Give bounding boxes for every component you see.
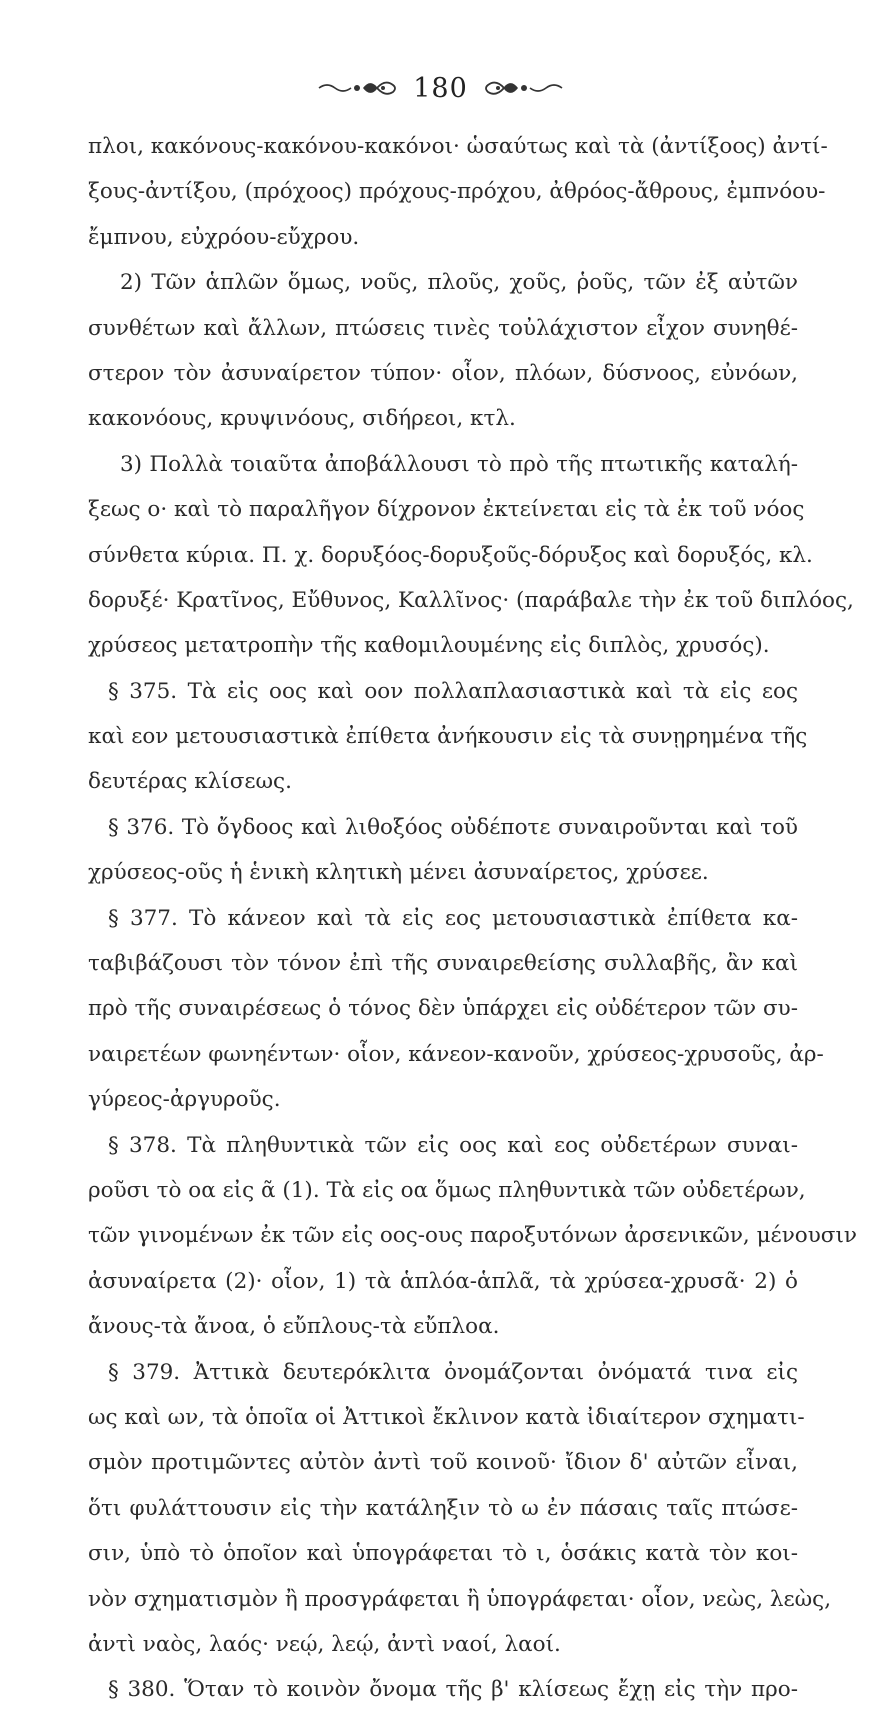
text-line: ἀσυναίρετα (2)· οἷον, 1) τὰ ἁπλόα-ἁπλᾶ, τὰ χρύσεα-χρυσᾶ· 2) ὁ [88, 1268, 798, 1294]
text-line: στερον τὸν ἀσυναίρετον τύπον· οἷον, πλόων, δύσνοος, εὐνόων, [88, 360, 798, 386]
text-line: σύνθετα κύρια. Π. χ. δορυξόος-δορυξοῦς-δόρυξος καὶ δορυξός, κλ. [88, 542, 813, 568]
text-line: τῶν γινομένων ἐκ τῶν εἰς οος-ους παροξυτόνων ἀρσενικῶν, μένουσιν [88, 1223, 857, 1249]
text-line: § 375. Τὰ εἰς οος καὶ οον πολλαπλασιαστικὰ καὶ τὰ εἰς εος [108, 678, 798, 704]
text-line: νὸν σχηματισμὸν ἢ προσγράφεται ἢ ὑπογράφεται· οἷον, νεὼς, λεὼς, [88, 1586, 832, 1612]
page-number: 180 [413, 72, 468, 104]
text-line: δευτέρας κλίσεως. [88, 769, 292, 795]
text-line: ἄνους-τὰ ἄνοα, ὁ εὔπλους-τὰ εὔπλοα. [88, 1314, 500, 1340]
text-line: κακονόους, κρυψινόους, σιδήρεοι, κτλ. [88, 406, 516, 432]
text-line: 3) Πολλὰ τοιαῦτα ἀποβάλλουσι τὸ πρὸ τῆς πτωτικῆς καταλή- [120, 451, 798, 477]
text-line: πρὸ τῆς συναιρέσεως ὁ τόνος δὲν ὑπάρχει εἰς οὐδέτερον τῶν συ- [88, 996, 798, 1022]
page-header [0, 68, 881, 108]
text-line: § 380. Ὅταν τὸ κοινὸν ὄνομα τῆς β' κλίσεως ἔχῃ εἰς τὴν προ- [108, 1677, 798, 1703]
left-ornament-icon [317, 75, 399, 101]
body-text [88, 124, 857, 1713]
text-line: § 378. Τὰ πληθυντικὰ τῶν εἰς οος καὶ εος οὐδετέρων συναι- [108, 1132, 798, 1158]
text-line: ἀντὶ ναὸς, λαός· νεῴ, λεῴ, ἀντὶ ναοί, λαοί. [88, 1631, 561, 1657]
text-line: γύρεος-ἀργυροῦς. [88, 1087, 281, 1113]
text-line: καὶ εον μετουσιαστικὰ ἐπίθετα ἀνήκουσιν εἰς τὰ συνῃρημένα τῆς [88, 724, 808, 750]
text-line: ναιρετέων φωνηέντων· οἷον, κάνεον-κανοῦν, χρύσεος-χρυσοῦς, ἀρ- [88, 1041, 824, 1067]
text-line: πλοι, κακόνους-κακόνου-κακόνοι· ὡσαύτως καὶ τὰ (ἀντίξοος) ἀντί- [88, 134, 828, 159]
text-line: ξεως ο· καὶ τὸ παραλῆγον δίχρονον ἐκτείνεται εἰς τὰ ἐκ τοῦ νόος [88, 497, 805, 523]
text-line: ἔμπνου, εὐχρόου-εὔχρου. [88, 224, 360, 250]
text-line: ταβιβάζουσι τὸν τόνον ἐπὶ τῆς συναιρεθείσης συλλαβῆς, ἂν καὶ [88, 951, 798, 977]
text-line: § 376. Τὸ ὄγδοος καὶ λιθοξόος οὐδέποτε συναιροῦνται καὶ τοῦ [108, 814, 798, 840]
text-line: χρύσεος μετατροπὴν τῆς καθομιλουμένης εἰς διπλὸς, χρυσός). [88, 633, 770, 659]
text-line: χρύσεος-οῦς ἡ ἑνικὴ κλητικὴ μένει ἀσυναίρετος, χρύσεε. [88, 860, 709, 886]
text-line: 2) Τῶν ἁπλῶν ὅμως, νοῦς, πλοῦς, χοῦς, ῥοῦς, τῶν ἐξ αὐτῶν [120, 270, 798, 296]
text-line: δορυξέ· Κρατῖνος, Εὔθυνος, Καλλῖνος· (παράβαλε τὴν ἐκ τοῦ διπλόος, [88, 587, 854, 613]
text-line: ροῦσι τὸ οα εἰς ᾶ (1). Τὰ εἰς οα ὅμως πληθυντικὰ τῶν οὐδετέρων, [88, 1177, 806, 1203]
text-line: § 377. Τὸ κάνεον καὶ τὰ εἰς εος μετουσιαστικὰ ἐπίθετα κα- [108, 905, 798, 931]
text-line: § 379. Ἀττικὰ δευτερόκλιτα ὀνομάζονται ὀνόματά τινα εἰς [108, 1359, 798, 1385]
text-line: συνθέτων καὶ ἄλλων, πτώσεις τινὲς τοὐλάχιστον εἶχον συνηθέ- [88, 315, 798, 341]
text-line: ως καὶ ων, τὰ ὁποῖα οἱ Ἀττικοὶ ἔκλινον κατὰ ἰδιαίτερον σχηματι- [88, 1404, 805, 1430]
text-line: σμὸν προτιμῶντες αὐτὸν ἀντὶ τοῦ κοινοῦ· ἴδιον δ' αὐτῶν εἶναι, [88, 1450, 798, 1476]
text-line: ὅτι φυλάττουσιν εἰς τὴν κατάληξιν τὸ ω ἐν πάσαις ταῖς πτώσε- [88, 1495, 798, 1521]
right-ornament-icon [482, 75, 564, 101]
text-line: σιν, ὑπὸ τὸ ὁποῖον καὶ ὑπογράφεται τὸ ι, ὁσάκις κατὰ τὸν κοι- [88, 1541, 798, 1567]
text-line: ξους-ἀντίξου, (πρόχοος) πρόχους-πρόχου, ἀθρόος-ἄθρους, ἐμπνόου- [88, 179, 826, 205]
